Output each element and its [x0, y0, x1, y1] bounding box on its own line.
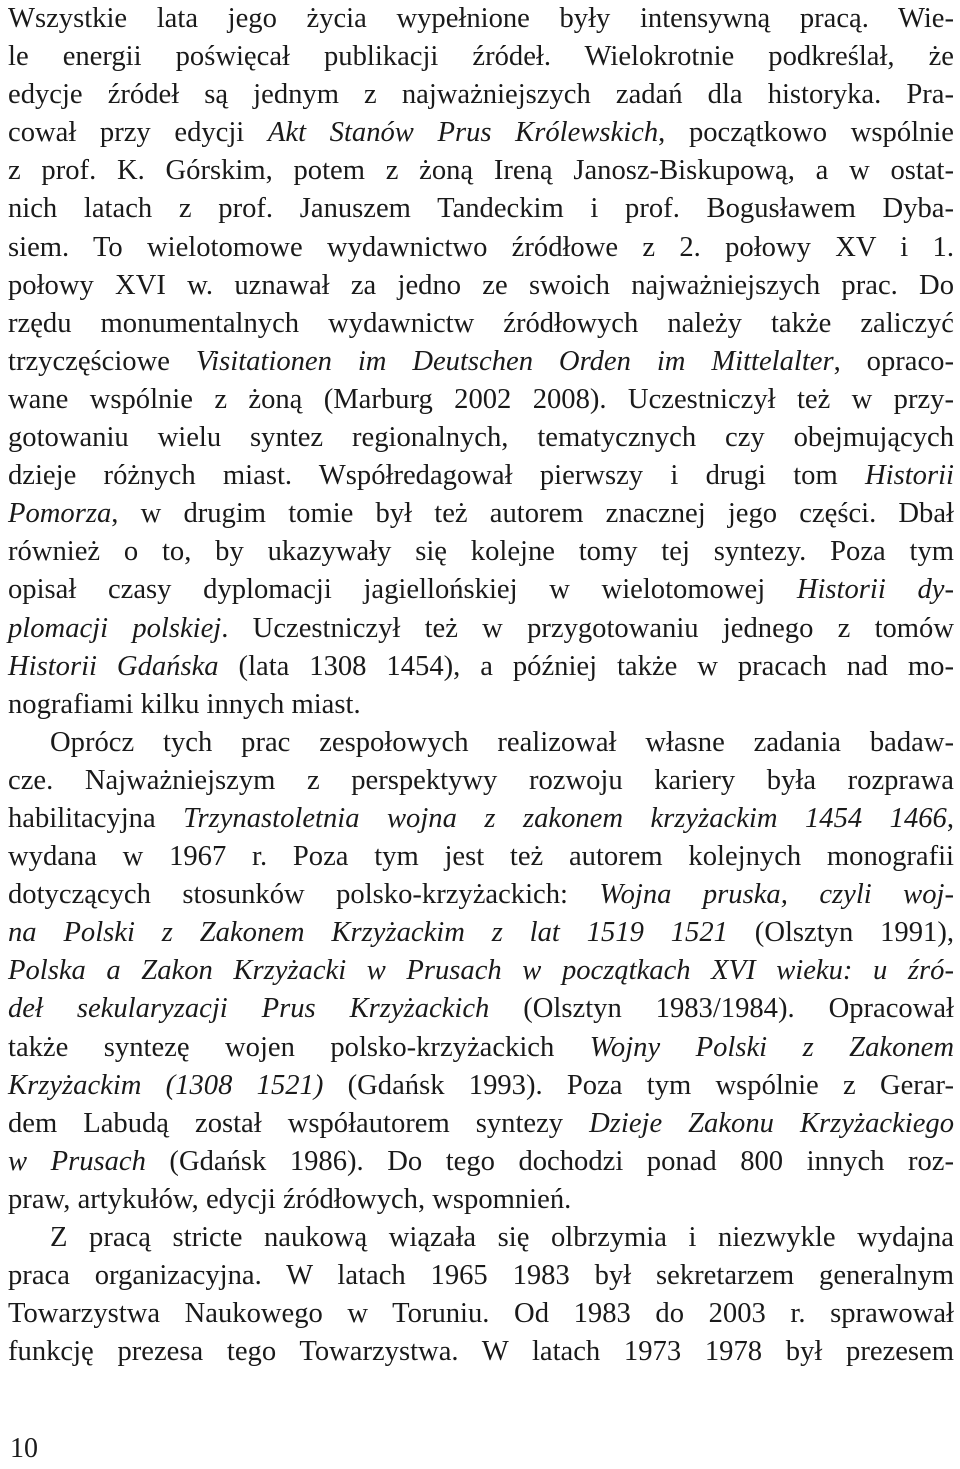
text-line [8, 914, 954, 952]
document-page [8, 0, 954, 1371]
text-run: również o to, by ukazywały się kolejne tomy tej syntezy. Poza tym [8, 536, 954, 568]
text-line [8, 457, 954, 495]
text-line [8, 1067, 954, 1105]
text-run: , [946, 802, 954, 834]
text-run: (lata 1308 1454), a później także w pracach nad mo- [218, 650, 954, 682]
text-line [8, 686, 954, 724]
text-run: (Gdańsk 1993). Poza tym wspólnie z Gerar- [323, 1069, 954, 1101]
italic-title: Trzynastoletnia wojna z zakonem krzyżackim 1454 1466 [183, 802, 947, 834]
italic-title: Visitationen im Deutschen Orden im Mittelalter [195, 345, 834, 377]
text-line [8, 724, 954, 762]
text-run: połowy XVI w. uznawał za jedno ze swoich najważniejszych prac. Do [8, 269, 954, 301]
text-line [8, 76, 954, 114]
text-line [8, 1257, 954, 1295]
text-run: funkcję prezesa tego Towarzystwa. W latach 1973 1978 był prezesem [8, 1336, 954, 1368]
text-run: cował przy edycji [8, 117, 268, 149]
text-run: trzyczęściowe [8, 345, 196, 377]
text-line [8, 114, 954, 152]
italic-title: Polska a Zakon Krzyżacki w Prusach w początkach XVI wieku: u źró- [8, 955, 954, 987]
text-line [8, 952, 954, 990]
text-run: nich latach z prof. Januszem Tandeckim i prof. Bogusławem Dyba- [8, 193, 954, 225]
italic-title: plomacji polskiej [8, 612, 222, 644]
text-line [8, 1219, 954, 1257]
text-line [8, 648, 954, 686]
text-run: (Gdańsk 1986). Do tego dochodzi ponad 800 innych roz- [145, 1145, 954, 1177]
text-line [8, 1105, 954, 1143]
text-line [8, 1295, 954, 1333]
italic-title: deł sekularyzacji Prus Krzyżackich [8, 993, 490, 1025]
italic-title: na Polski z Zakonem Krzyżackim z lat 1519 1521 [8, 917, 728, 949]
text-line [8, 305, 954, 343]
text-run: cze. Najważniejszym z perspektywy rozwoju kariery była rozprawa [8, 764, 954, 796]
text-line [8, 0, 954, 38]
text-line [8, 38, 954, 76]
text-run: (Olsztyn 1983/1984). Opracował [489, 993, 954, 1025]
page-number: 10 [10, 1433, 38, 1464]
text-line [8, 495, 954, 533]
text-run: Oprócz tych prac zespołowych realizował własne zadania badaw- [50, 726, 954, 758]
text-run: gotowaniu wielu syntez regionalnych, tematycznych czy obejmujących [8, 422, 954, 454]
text-run: (Olsztyn 1991), [727, 917, 954, 949]
text-line [8, 1029, 954, 1067]
italic-title: Historii Gdańska [8, 650, 219, 682]
italic-title: Wojna pruska, czyli woj- [599, 879, 954, 911]
text-run: dem Labudą został współautorem syntezy [8, 1107, 590, 1139]
paragraph [8, 1219, 954, 1371]
italic-title: Historii [865, 460, 954, 492]
text-line [8, 1181, 954, 1219]
text-run: edycje źródeł są jednym z najważniejszych zadań dla historyka. Pra- [8, 79, 954, 111]
text-run: , początkowo wspólnie [658, 117, 954, 149]
text-run: , opraco- [833, 345, 954, 377]
text-run: wane wspólnie z żoną (Marburg 2002 2008). Uczestniczył też w przy- [8, 383, 954, 415]
text-line [8, 381, 954, 419]
text-run: , w drugim tomie był też autorem znacznej jego części. Dbał [111, 498, 954, 530]
text-run: dotyczących stosunków polsko-krzyżackich: [8, 879, 600, 911]
text-run: wydana w 1967 r. Poza tym jest też autorem kolejnych monografii [8, 841, 954, 873]
text-line [8, 876, 954, 914]
italic-title: Pomorza [8, 498, 112, 530]
text-run: Z pracą stricte naukową wiązała się olbrzymia i niezwykle wydajna [50, 1222, 954, 1253]
text-line [8, 229, 954, 267]
italic-title: Dzieje Zakonu Krzyżackiego [589, 1107, 955, 1139]
text-line [8, 533, 954, 571]
italic-title: Krzyżackim (1308 1521) [8, 1069, 324, 1101]
text-run: habilitacyjna [8, 802, 184, 834]
text-line [8, 152, 954, 190]
text-line [8, 762, 954, 800]
paragraph [8, 0, 954, 724]
paragraph [8, 724, 954, 1219]
text-run: opisał czasy dyplomacji jagiellońskiej w wielotomowej [8, 574, 797, 606]
text-run: z prof. K. Górskim, potem z żoną Ireną Janosz-Biskupową, a w ostat- [8, 155, 954, 187]
italic-title: Historii dy- [796, 574, 954, 606]
text-line [8, 419, 954, 457]
text-run: siem. To wielotomowe wydawnictwo źródłowe z 2. połowy XV i 1. [8, 231, 954, 263]
text-run: nografiami kilku innych miast. [8, 688, 361, 720]
text-line [8, 610, 954, 648]
text-run: . Uczestniczył też w przygotowaniu jednego z tomów [221, 612, 954, 644]
text-line [8, 343, 954, 381]
text-line [8, 838, 954, 876]
text-line [8, 800, 954, 838]
text-run: praw, artykułów, edycji źródłowych, wspomnień. [8, 1183, 572, 1215]
italic-title: Wojny Polski z Zakonem [589, 1031, 955, 1063]
text-run: praca organizacyjna. W latach 1965 1983 był sekretarzem generalnym [8, 1260, 954, 1292]
italic-title: Akt Stanów Prus Królewskich [267, 117, 659, 149]
text-line [8, 990, 954, 1028]
text-run: le energii poświęcał publikacji źródeł. Wielokrotnie podkreślał, że [8, 41, 954, 73]
text-line [8, 1143, 954, 1181]
italic-title: w Prusach [8, 1145, 146, 1177]
text-run: Wszystkie lata jego życia wypełnione były intensywną pracą. Wie- [8, 3, 954, 34]
text-line [8, 571, 954, 609]
text-run: rzędu monumentalnych wydawnictw źródłowych należy także zaliczyć [8, 307, 954, 339]
text-run: Towarzystwa Naukowego w Toruniu. Od 1983 do 2003 r. sprawował [8, 1298, 954, 1330]
text-run: dzieje różnych miast. Współredagował pierwszy i drugi tom [8, 460, 866, 492]
text-line [8, 1333, 954, 1371]
text-line [8, 190, 954, 228]
text-run: także syntezę wojen polsko-krzyżackich [8, 1031, 590, 1063]
text-line [8, 267, 954, 305]
